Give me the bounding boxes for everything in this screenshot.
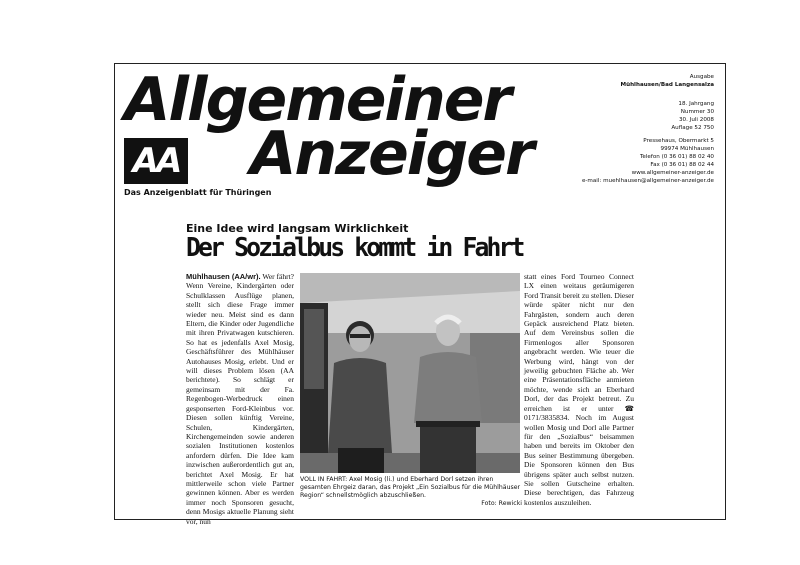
aa-logo: AA [124, 138, 188, 184]
contact-web: www.allgemeiner-anzeiger.de [631, 170, 714, 176]
article-photo [300, 273, 520, 473]
edition-details [671, 100, 714, 132]
contact-info [582, 137, 714, 185]
edition-label: Ausgabe [689, 74, 714, 80]
contact-city: 99974 Mühlhausen [660, 146, 714, 152]
photo-credit: Foto: Rewicki [481, 500, 522, 507]
edition-number: Nummer 30 [680, 109, 714, 115]
article-kicker: Eine Idee wird langsam Wirklichkeit [186, 222, 409, 235]
photo-caption-text: VOLL IN FAHRT: Axel Mosig (li.) und Eberhard Dorl setzen ihren gesamten Ehrgeiz daran, das Projekt „Ein Sozialbus für die Mühlhäuser Region“ schnellstmöglich abzuschließen. [300, 476, 521, 499]
edition-year: 18. Jahrgang [678, 101, 714, 107]
edition-info [621, 73, 714, 89]
contact-name: Pressehaus, Obermarkt 5 [643, 138, 714, 144]
contact-fax: Fax (0 36 01) 88 02 44 [650, 162, 714, 168]
article-column-3: statt eines Ford Tourneo Connect LX einen weitaus geräumigeren Ford Transit bereit zu stellen. Dieser würde später nicht nur den Fahrgästen, sondern auch deren Gepäck ausreichend Platz bieten. Auf dem Vereinsbus sollen die Firmenlogos aller Sponsoren angebracht werden. Wie teuer die Werbung wird, hängt von der jeweilig gebuchten Fläche ab. Wer eine Präsentationsfläche anmieten möchte, wende sich an Eberhard Dorl, der das Projekt betreut. Zu erreichen ist er unter ☎ 0171/3835834. Noch im August wollen Mosig und Dorl alle Partner für den „Sozialbus“ beisammen haben und bereits im Oktober den Bus seiner Bestimmung übergeben. Die Sponsoren können den Bus übrigens später auch selbst nutzen. Sie sollen Gutscheine erhalten. Diese berechtigen, das Fahrzeug kostenlos auszuleihen. [524, 272, 634, 507]
article-headline: Der Sozialbus kommt in Fahrt [186, 233, 523, 263]
edition-region: Mühlhausen/Bad Langensalza [620, 82, 714, 88]
edition-circulation: Auflage 52 750 [671, 125, 714, 131]
edition-date: 30. Juli 2008 [679, 117, 714, 123]
article-lead: Mühlhausen (AA/wr). [186, 272, 261, 281]
photo-caption [300, 476, 522, 508]
contact-email: e-mail: muehlhausen@allgemeiner-anzeiger.de [581, 178, 714, 184]
masthead-tagline: Das Anzeigenblatt für Thüringen [124, 188, 272, 197]
photo-illustration [300, 273, 520, 473]
contact-phone: Telefon (0 36 01) 88 02 40 [639, 154, 714, 160]
masthead-title-line1: Allgemeiner [124, 65, 510, 135]
masthead-title-line2: Anzeiger [250, 119, 533, 189]
article-column-1 [186, 272, 294, 526]
article-column-1-text: Wer fährt? Wenn Vereine, Kindergärten oder Schulklassen Ausflüge planen, stellt sich diese Frage immer wieder neu. Meist sind es dann Eltern, die Kinder oder Jugendliche mit ihren Privatwagen kutschieren. So hat es jedenfalls Axel Mosig, Geschäftsführer des Mühlhäuser Autohauses Mosig, erlebt. Und er will dieses Problem lösen (AA berichtete). So schlägt er gemeinsam mit der Fa. Regenbogen-Werbedruck einen gesponserten Ford-Kleinbus vor. Diesen sollen künftig Vereine, Schulen, Kindergärten, Kirchengemeinden sowie anderen sozialen Institutionen kostenlos anfordern dürfen. Die Idee kam inzwischen außerordentlich gut an, berichtet Axel Mosig. Er hat mittlerweile schon viele Partner gewinnen können. Aber es werden immer noch Sponsoren gesucht, denn Mosigs aktuelle Planung sieht vor, nun [186, 272, 295, 526]
